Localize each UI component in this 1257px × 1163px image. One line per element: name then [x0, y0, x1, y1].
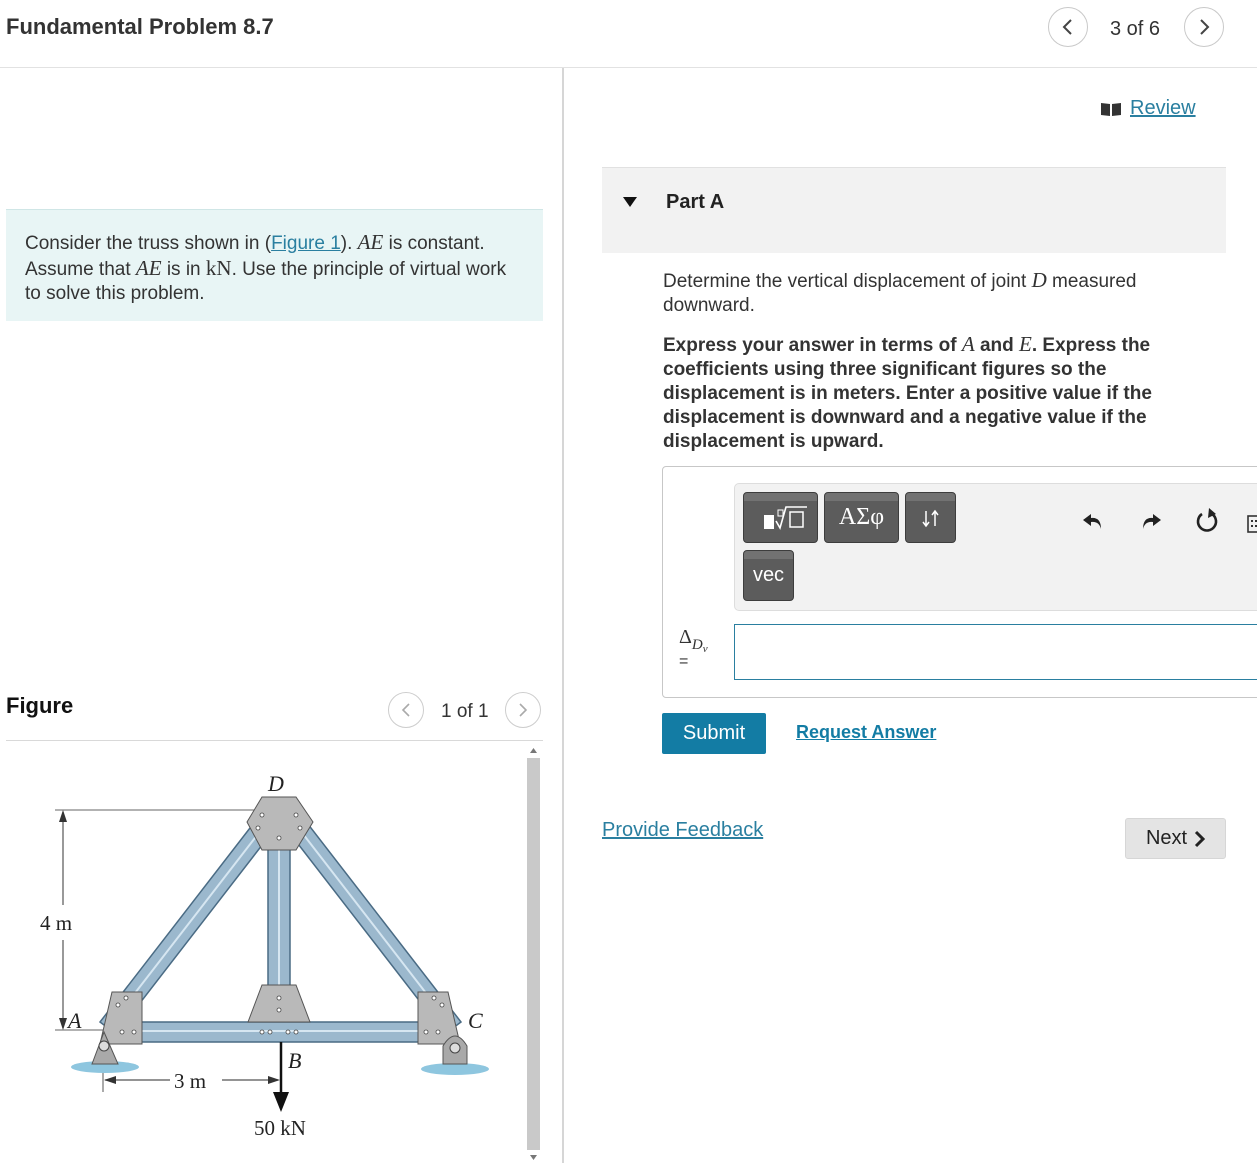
page-title: Fundamental Problem 8.7	[6, 14, 274, 39]
question-text: Determine the vertical displacement of joint	[663, 271, 1032, 292]
math-ae: AE	[357, 230, 384, 254]
figure-link[interactable]: Figure 1	[271, 233, 341, 254]
redo-icon	[1139, 510, 1163, 532]
label-b: B	[288, 1048, 302, 1073]
equals-sign: =	[679, 653, 689, 670]
column-divider[interactable]	[562, 68, 564, 1163]
reset-icon	[1193, 507, 1221, 535]
next-label: Next	[1145, 827, 1188, 849]
figure-scrollbar[interactable]	[527, 758, 540, 1150]
undo-button[interactable]	[1077, 505, 1109, 537]
gusset-plate-b	[248, 985, 310, 1022]
intro-text: is constant. Assume that	[25, 233, 485, 280]
scroll-up-icon[interactable]	[528, 746, 539, 755]
answer-label	[679, 626, 708, 671]
intro-text: is in	[161, 259, 206, 280]
load-arrowhead	[273, 1092, 289, 1112]
intro-text: Consider the truss shown in (	[25, 233, 272, 254]
arrowhead	[59, 1018, 67, 1030]
part-a-instructions	[663, 332, 1208, 454]
figure-divider	[6, 740, 543, 741]
question-text: measured downward.	[663, 271, 1137, 316]
math-ae: AE	[135, 256, 162, 280]
answer-input[interactable]	[734, 624, 1257, 680]
figure-next-button[interactable]	[505, 692, 541, 728]
instruction-text: and	[974, 335, 1020, 356]
truss-figure	[0, 742, 525, 1163]
reset-button[interactable]	[1191, 505, 1223, 537]
header-divider	[0, 67, 1257, 68]
chevron-right-icon	[517, 702, 529, 718]
next-problem-button[interactable]	[1184, 7, 1224, 47]
chevron-right-icon	[1197, 18, 1211, 36]
templates-button[interactable]	[743, 492, 818, 543]
part-a-label: Part A	[666, 191, 725, 213]
keyboard-button[interactable]	[1245, 513, 1257, 535]
symbols-button[interactable]: ΑΣφ	[824, 492, 899, 543]
undo-icon	[1081, 510, 1105, 532]
keyboard-icon	[1245, 513, 1257, 535]
figure-prev-button[interactable]	[388, 692, 424, 728]
dim-span: 3 m	[174, 1069, 207, 1093]
pin	[99, 1041, 109, 1051]
arrowhead	[268, 1076, 280, 1084]
scroll-down-icon[interactable]	[528, 1153, 539, 1162]
chevron-right-icon	[1193, 830, 1205, 848]
figure-heading: Figure	[6, 693, 74, 718]
previous-problem-button[interactable]	[1048, 7, 1088, 47]
part-a-question	[663, 268, 1203, 318]
label-d: D	[268, 771, 284, 796]
subscript-v: v	[702, 643, 708, 655]
dim-height: 4 m	[40, 911, 73, 935]
chevron-left-icon	[400, 702, 412, 718]
instruction-text: Express your answer in terms of	[663, 335, 962, 356]
subscript-d: D	[691, 637, 703, 653]
load-label: 50 kN	[254, 1116, 306, 1140]
next-button[interactable]	[1125, 818, 1226, 859]
redo-button[interactable]	[1135, 505, 1167, 537]
submit-button[interactable]: Submit	[662, 713, 766, 754]
subscript-button[interactable]	[905, 492, 956, 543]
math-kn: kN	[205, 256, 232, 280]
book-icon	[1100, 101, 1122, 117]
arrowhead	[104, 1076, 116, 1084]
problem-intro	[6, 209, 543, 321]
review-label: Review	[1130, 97, 1196, 119]
label-c: C	[468, 1008, 483, 1033]
review-link[interactable]	[1100, 97, 1196, 120]
delta-symbol: Δ	[679, 626, 692, 648]
intro-text: ).	[340, 233, 358, 254]
problem-pager: 3 of 6	[1110, 18, 1161, 40]
math-e: E	[1019, 332, 1032, 356]
subscript-superscript-icon	[918, 505, 944, 531]
label-a: A	[68, 1008, 82, 1033]
ground-c	[421, 1063, 489, 1075]
chevron-left-icon	[1061, 18, 1075, 36]
templates-icon	[751, 501, 811, 535]
provide-feedback-link[interactable]: Provide Feedback	[602, 819, 764, 841]
pin	[450, 1043, 460, 1053]
caret-down-icon[interactable]	[622, 196, 638, 208]
math-a: A	[961, 332, 975, 356]
figure-pager: 1 of 1	[441, 701, 489, 722]
request-answer-link[interactable]: Request Answer	[796, 722, 937, 742]
vector-button[interactable]: vec	[743, 550, 794, 601]
instruction-text: . Express the coefficients using three significant figures so the displacement is in meters. Enter a positive value if the displacement is downward and a negative value if the displacement is upward.	[663, 335, 1152, 452]
arrowhead	[59, 810, 67, 822]
math-d: D	[1031, 268, 1047, 292]
intro-text: . Use the principle of virtual work to solve this problem.	[25, 259, 507, 304]
